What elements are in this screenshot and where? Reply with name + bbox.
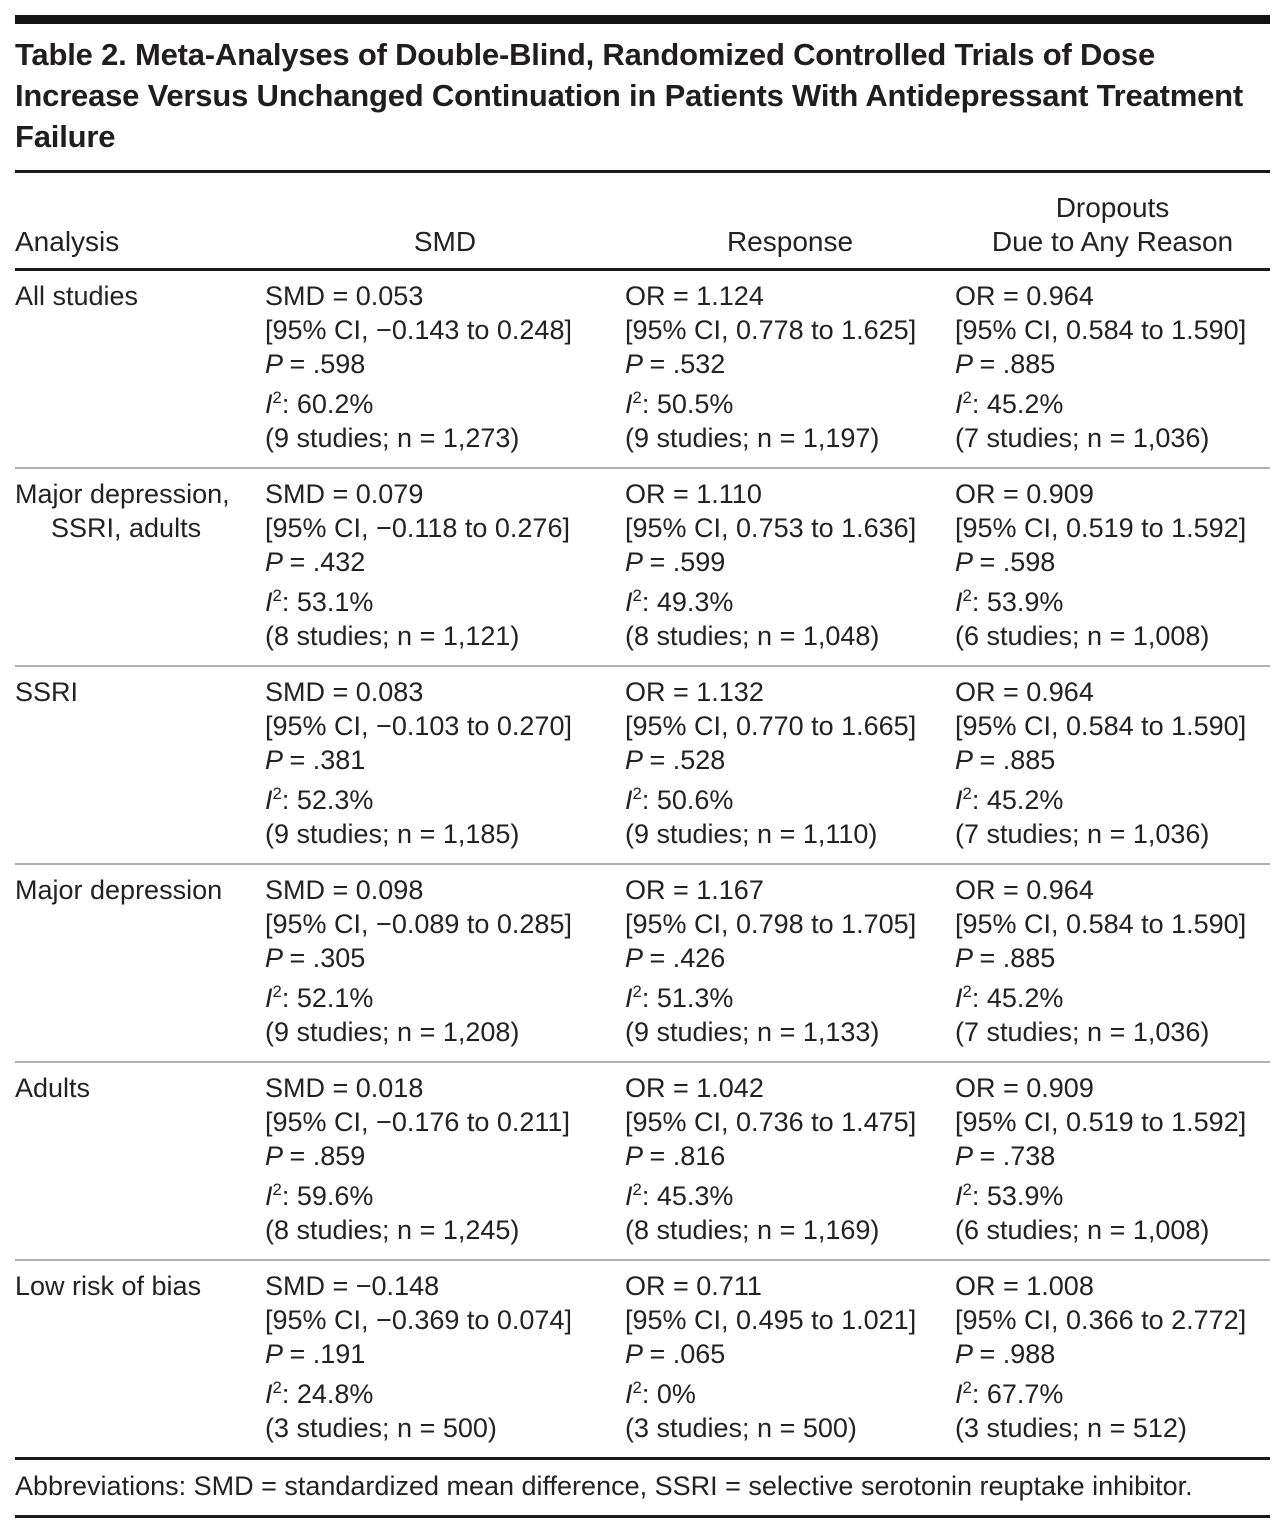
table-body <box>15 270 1270 1459</box>
p-number: = .305 <box>289 943 366 974</box>
effect-estimate: OR = 1.042 <box>625 1073 764 1104</box>
p-value <box>265 941 617 975</box>
i-superscript: 2 <box>962 784 972 804</box>
smd-cell <box>265 666 625 864</box>
confidence-interval: [95% CI, 0.584 to 1.590] <box>955 909 1247 940</box>
col-header-dropouts <box>955 173 1270 270</box>
studies-count: (9 studies; n = 1,133) <box>625 1017 880 1048</box>
studies-count: (7 studies; n = 1,036) <box>955 1017 1210 1048</box>
p-value <box>265 1139 617 1173</box>
i-squared <box>625 579 947 619</box>
smd-cell <box>265 270 625 469</box>
dropouts-cell <box>955 270 1270 469</box>
table-top-rule <box>15 15 1270 24</box>
confidence-interval: [95% CI, 0.519 to 1.592] <box>955 1107 1247 1138</box>
i2-number: : 50.5% <box>641 389 734 420</box>
effect-estimate: SMD = −0.148 <box>265 1271 440 1302</box>
p-number: = .432 <box>289 547 366 578</box>
effect-estimate: OR = 0.964 <box>955 875 1094 906</box>
studies-count: (6 studies; n = 1,008) <box>955 621 1210 652</box>
p-number: = .381 <box>289 745 366 776</box>
p-label: P <box>625 349 644 380</box>
effect-estimate: OR = 0.964 <box>955 677 1094 708</box>
p-number: = .065 <box>649 1339 726 1370</box>
p-number: = .988 <box>979 1339 1056 1370</box>
p-label: P <box>955 1339 974 1370</box>
i-label: I <box>625 389 633 420</box>
p-value <box>955 545 1262 579</box>
effect-estimate: OR = 0.909 <box>955 479 1094 510</box>
i-superscript: 2 <box>962 1378 972 1398</box>
i-superscript: 2 <box>632 784 642 804</box>
analysis-cell: Adults <box>15 1062 265 1260</box>
studies-count: (7 studies; n = 1,036) <box>955 423 1210 454</box>
table-row <box>15 1062 1270 1260</box>
confidence-interval: [95% CI, 0.770 to 1.665] <box>625 711 917 742</box>
i-label: I <box>625 1181 633 1212</box>
i-squared <box>265 975 617 1015</box>
response-cell <box>625 864 955 1062</box>
p-label: P <box>955 547 974 578</box>
i-superscript: 2 <box>962 388 972 408</box>
p-value <box>265 545 617 579</box>
i-label: I <box>625 983 633 1014</box>
response-cell <box>625 666 955 864</box>
i2-number: : 45.2% <box>971 785 1064 816</box>
i-superscript: 2 <box>632 1180 642 1200</box>
confidence-interval: [95% CI, 0.798 to 1.705] <box>625 909 917 940</box>
col-header-dropouts-line1: Dropouts <box>1055 191 1170 223</box>
i-squared <box>955 975 1262 1015</box>
i-squared <box>955 579 1262 619</box>
effect-estimate: OR = 0.909 <box>955 1073 1094 1104</box>
studies-count: (8 studies; n = 1,245) <box>265 1215 520 1246</box>
p-label: P <box>265 349 284 380</box>
p-number: = .532 <box>649 349 726 380</box>
p-number: = .859 <box>289 1141 366 1172</box>
confidence-interval: [95% CI, 0.584 to 1.590] <box>955 711 1247 742</box>
header-row <box>15 173 1270 270</box>
i2-number: : 49.3% <box>641 587 734 618</box>
table-row <box>15 666 1270 864</box>
i2-number: : 53.9% <box>971 587 1064 618</box>
p-label: P <box>625 1339 644 1370</box>
i-superscript: 2 <box>962 982 972 1002</box>
p-value <box>955 1139 1262 1173</box>
i-squared <box>955 1371 1262 1411</box>
p-number: = .598 <box>979 547 1056 578</box>
i-superscript: 2 <box>962 1180 972 1200</box>
i-superscript: 2 <box>272 1378 282 1398</box>
i-label: I <box>265 587 273 618</box>
p-number: = .738 <box>979 1141 1056 1172</box>
i-label: I <box>265 1379 273 1410</box>
p-number: = .885 <box>979 943 1056 974</box>
confidence-interval: [95% CI, 0.519 to 1.592] <box>955 513 1247 544</box>
p-label: P <box>955 943 974 974</box>
table-row <box>15 270 1270 469</box>
col-header-response-label: Response <box>726 225 854 257</box>
effect-estimate: OR = 0.711 <box>625 1271 762 1302</box>
i-label: I <box>955 1379 963 1410</box>
p-label: P <box>265 745 284 776</box>
dropouts-cell <box>955 1260 1270 1459</box>
smd-cell <box>265 1062 625 1260</box>
p-value <box>955 347 1262 381</box>
col-header-response <box>625 173 955 270</box>
effect-estimate: SMD = 0.018 <box>265 1073 424 1104</box>
confidence-interval: [95% CI, 0.736 to 1.475] <box>625 1107 917 1138</box>
confidence-interval: [95% CI, 0.778 to 1.625] <box>625 315 917 346</box>
confidence-interval: [95% CI, 0.753 to 1.636] <box>625 513 917 544</box>
i2-number: : 52.1% <box>281 983 374 1014</box>
p-number: = .885 <box>979 349 1056 380</box>
p-value <box>625 545 947 579</box>
col-header-analysis <box>15 173 265 270</box>
i2-number: : 0% <box>641 1379 696 1410</box>
smd-cell <box>265 468 625 666</box>
i2-number: : 24.8% <box>281 1379 374 1410</box>
p-value <box>955 743 1262 777</box>
i2-number: : 51.3% <box>641 983 734 1014</box>
p-value <box>625 347 947 381</box>
i-label: I <box>265 1181 273 1212</box>
i-squared <box>265 1371 617 1411</box>
i-superscript: 2 <box>272 784 282 804</box>
studies-count: (9 studies; n = 1,185) <box>265 819 520 850</box>
confidence-interval: [95% CI, 0.366 to 2.772] <box>955 1305 1247 1336</box>
i-label: I <box>955 785 963 816</box>
dropouts-cell <box>955 468 1270 666</box>
p-label: P <box>955 349 974 380</box>
effect-estimate: OR = 1.132 <box>625 677 764 708</box>
confidence-interval: [95% CI, −0.118 to 0.276] <box>265 513 570 544</box>
response-cell <box>625 1062 955 1260</box>
studies-count: (7 studies; n = 1,036) <box>955 819 1210 850</box>
p-label: P <box>625 547 644 578</box>
i2-number: : 60.2% <box>281 389 374 420</box>
response-cell <box>625 468 955 666</box>
dropouts-cell <box>955 864 1270 1062</box>
col-header-analysis-label: Analysis <box>15 225 120 257</box>
i-superscript: 2 <box>632 982 642 1002</box>
studies-count: (8 studies; n = 1,169) <box>625 1215 880 1246</box>
p-number: = .599 <box>649 547 726 578</box>
effect-estimate: OR = 1.008 <box>955 1271 1094 1302</box>
analysis-cell: All studies <box>15 281 139 312</box>
table-row <box>15 864 1270 1062</box>
p-value <box>625 1139 947 1173</box>
p-label: P <box>625 745 644 776</box>
dropouts-cell <box>955 1062 1270 1260</box>
i2-number: : 59.6% <box>281 1181 374 1212</box>
p-value <box>265 743 617 777</box>
studies-count: (3 studies; n = 500) <box>265 1413 497 1444</box>
col-header-smd-label: SMD <box>413 225 477 257</box>
i2-number: : 45.3% <box>641 1181 734 1212</box>
p-number: = .816 <box>649 1141 726 1172</box>
p-label: P <box>955 1141 974 1172</box>
p-label: P <box>625 1141 644 1172</box>
i-superscript: 2 <box>632 1378 642 1398</box>
i2-number: : 45.2% <box>971 389 1064 420</box>
i-superscript: 2 <box>272 982 282 1002</box>
i-squared <box>265 777 617 817</box>
page <box>0 15 1285 1518</box>
p-number: = .598 <box>289 349 366 380</box>
studies-count: (9 studies; n = 1,197) <box>625 423 880 454</box>
i-label: I <box>625 587 633 618</box>
effect-estimate: OR = 1.124 <box>625 281 764 312</box>
i-label: I <box>265 983 273 1014</box>
i-squared <box>265 1173 617 1213</box>
studies-count: (3 studies; n = 512) <box>955 1413 1187 1444</box>
confidence-interval: [95% CI, 0.584 to 1.590] <box>955 315 1247 346</box>
i-superscript: 2 <box>272 586 282 606</box>
confidence-interval: [95% CI, −0.369 to 0.074] <box>265 1305 572 1336</box>
p-value <box>955 941 1262 975</box>
p-label: P <box>265 1339 284 1370</box>
analysis-cell: Major depression <box>15 864 265 1062</box>
i-squared <box>955 1173 1262 1213</box>
table-row <box>15 468 1270 666</box>
i2-number: : 45.2% <box>971 983 1064 1014</box>
response-cell <box>625 270 955 469</box>
i2-number: : 53.9% <box>971 1181 1064 1212</box>
confidence-interval: [95% CI, −0.176 to 0.211] <box>265 1107 570 1138</box>
response-cell <box>625 1260 955 1459</box>
i-squared <box>265 381 617 421</box>
confidence-interval: [95% CI, −0.143 to 0.248] <box>265 315 572 346</box>
smd-cell <box>265 1260 625 1459</box>
i-superscript: 2 <box>962 586 972 606</box>
i2-number: : 53.1% <box>281 587 374 618</box>
i-label: I <box>265 785 273 816</box>
p-number: = .885 <box>979 745 1056 776</box>
p-label: P <box>955 745 974 776</box>
effect-estimate: OR = 1.167 <box>625 875 764 906</box>
i-label: I <box>955 389 963 420</box>
i-squared <box>955 381 1262 421</box>
confidence-interval: [95% CI, 0.495 to 1.021] <box>625 1305 917 1336</box>
table-bottom-rule <box>15 1515 1270 1518</box>
effect-estimate: SMD = 0.098 <box>265 875 424 906</box>
i-squared <box>625 1371 947 1411</box>
studies-count: (6 studies; n = 1,008) <box>955 1215 1210 1246</box>
i-label: I <box>955 587 963 618</box>
p-value <box>625 743 947 777</box>
i-squared <box>265 579 617 619</box>
i2-number: : 67.7% <box>971 1379 1064 1410</box>
col-header-smd <box>265 173 625 270</box>
i-squared <box>955 777 1262 817</box>
p-label: P <box>265 547 284 578</box>
studies-count: (9 studies; n = 1,110) <box>625 819 878 850</box>
effect-estimate: SMD = 0.083 <box>265 677 424 708</box>
effect-estimate: OR = 0.964 <box>955 281 1094 312</box>
i-label: I <box>625 1379 633 1410</box>
dropouts-cell <box>955 666 1270 864</box>
i-squared <box>625 1173 947 1213</box>
p-value <box>955 1337 1262 1371</box>
analysis-cell: Low risk of bias <box>15 1260 265 1459</box>
i-squared <box>625 975 947 1015</box>
i-superscript: 2 <box>632 586 642 606</box>
smd-cell <box>265 864 625 1062</box>
meta-analysis-table <box>15 173 1270 1460</box>
col-header-dropouts-line2: Due to Any Reason <box>991 225 1234 257</box>
p-label: P <box>265 1141 284 1172</box>
p-label: P <box>265 943 284 974</box>
studies-count: (9 studies; n = 1,273) <box>265 423 520 454</box>
confidence-interval: [95% CI, −0.089 to 0.285] <box>265 909 572 940</box>
table-title: Table 2. Meta-Analyses of Double-Blind, Randomized Controlled Trials of Dose Increase Versus Unchanged Continuation in Patients With Antidepressant Treatment Failure <box>15 37 1243 154</box>
p-value <box>265 347 617 381</box>
effect-estimate: SMD = 0.053 <box>265 281 424 312</box>
i-squared <box>625 777 947 817</box>
studies-count: (8 studies; n = 1,048) <box>625 621 880 652</box>
i-label: I <box>625 785 633 816</box>
analysis-cell: Major depression, SSRI, adults <box>15 468 265 666</box>
i-superscript: 2 <box>272 1180 282 1200</box>
p-number: = .426 <box>649 943 726 974</box>
i-superscript: 2 <box>272 388 282 408</box>
confidence-interval: [95% CI, −0.103 to 0.270] <box>265 711 572 742</box>
effect-estimate: SMD = 0.079 <box>265 479 424 510</box>
studies-count: (3 studies; n = 500) <box>625 1413 857 1444</box>
i-label: I <box>955 983 963 1014</box>
i-label: I <box>955 1181 963 1212</box>
analysis-cell: SSRI <box>15 666 265 864</box>
i-label: I <box>265 389 273 420</box>
i-squared <box>625 381 947 421</box>
p-label: P <box>625 943 644 974</box>
table-footnote: Abbreviations: SMD = standardized mean difference, SSRI = selective serotonin reuptake inhibitor. <box>15 1471 1193 1502</box>
studies-count: (8 studies; n = 1,121) <box>265 621 520 652</box>
p-value <box>265 1337 617 1371</box>
i-superscript: 2 <box>632 388 642 408</box>
table-header <box>15 173 1270 270</box>
i2-number: : 50.6% <box>641 785 734 816</box>
i2-number: : 52.3% <box>281 785 374 816</box>
table-row <box>15 1260 1270 1459</box>
p-value <box>625 1337 947 1371</box>
effect-estimate: OR = 1.110 <box>625 479 762 510</box>
p-number: = .528 <box>649 745 726 776</box>
p-number: = .191 <box>289 1339 366 1370</box>
p-value <box>625 941 947 975</box>
studies-count: (9 studies; n = 1,208) <box>265 1017 520 1048</box>
